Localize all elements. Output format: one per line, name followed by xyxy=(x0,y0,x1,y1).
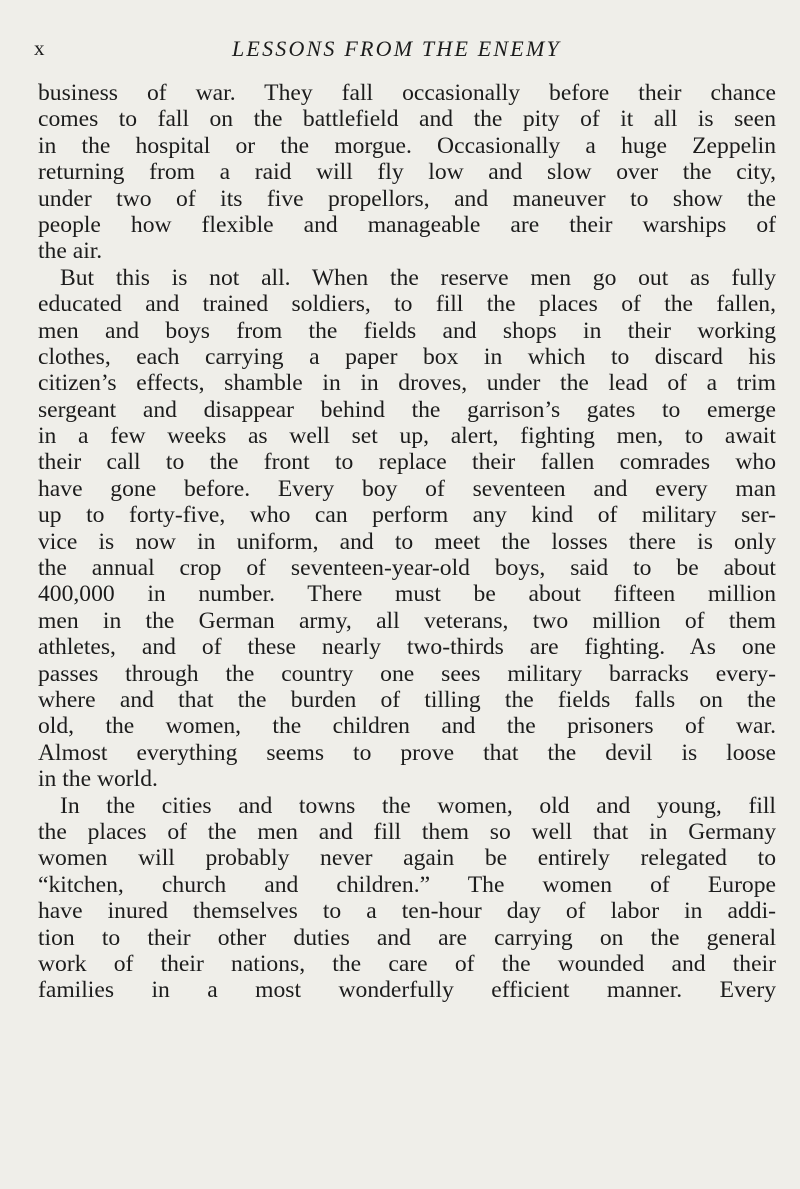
text-line: passes through the country one sees military barracks every- xyxy=(38,660,776,687)
text-line: have gone before. Every boy of seventeen and every man xyxy=(38,475,776,502)
text-line: sergeant and disappear behind the garrison’s gates to emerge xyxy=(38,396,776,423)
text-line: men in the German army, all veterans, two million of them xyxy=(38,607,776,634)
text-line: men and boys from the fields and shops in their working xyxy=(38,317,776,344)
paragraph-2 xyxy=(38,265,776,793)
text-line: families in a most wonderfully efficient manner. Every xyxy=(38,977,776,1004)
text-line: 400,000 in number. There must be about fifteen million xyxy=(38,581,776,608)
body-text xyxy=(38,80,776,1004)
text-line: citizen’s effects, shamble in in droves, under the lead of a trim xyxy=(38,370,776,397)
text-line: under two of its five propellors, and maneuver to show the xyxy=(38,185,776,212)
text-line: where and that the burden of tilling the fields falls on the xyxy=(38,686,776,713)
text-line: vice is now in uniform, and to meet the losses there is only xyxy=(38,528,776,555)
text-line: educated and trained soldiers, to fill the places of the fallen, xyxy=(38,291,776,318)
text-line: work of their nations, the care of the wounded and their xyxy=(38,950,776,977)
text-line: returning from a raid will fly low and slow over the city, xyxy=(38,159,776,186)
text-line: the annual crop of seventeen-year-old boys, said to be about xyxy=(38,555,776,582)
text-line: in the hospital or the morgue. Occasionally a huge Zeppelin xyxy=(38,132,776,159)
text-line: comes to fall on the battlefield and the pity of it all is seen xyxy=(38,106,776,133)
text-line: up to forty-five, who can perform any kind of military ser- xyxy=(38,502,776,529)
text-line: But this is not all. When the reserve men go out as fully xyxy=(60,264,776,291)
text-line: clothes, each carrying a paper box in which to discard his xyxy=(38,343,776,370)
text-line: have inured themselves to a ten-hour day of labor in addi- xyxy=(38,898,776,925)
text-line: women will probably never again be entirely relegated to xyxy=(38,845,776,872)
paragraph-1 xyxy=(38,80,776,265)
text-line: their call to the front to replace their fallen comrades who xyxy=(38,449,776,476)
text-line: old, the women, the children and the prisoners of war. xyxy=(38,713,776,740)
text-line: athletes, and of these nearly two-thirds are fighting. As one xyxy=(38,634,776,661)
running-title: LESSONS FROM THE ENEMY xyxy=(232,36,561,61)
text-line: people how flexible and manageable are their warships of xyxy=(38,211,776,238)
page-number: x xyxy=(34,36,46,60)
text-line: the air. xyxy=(38,238,103,265)
text-line: Almost everything seems to prove that the devil is loose xyxy=(38,739,776,766)
text-line: the places of the men and fill them so well that in Germany xyxy=(38,818,776,845)
text-line: In the cities and towns the women, old and young, fill xyxy=(60,792,776,819)
text-line: business of war. They fall occasionally before their chance xyxy=(38,80,776,106)
running-header xyxy=(34,36,760,70)
text-line: tion to their other duties and are carrying on the general xyxy=(38,924,776,951)
paragraph-3 xyxy=(38,793,776,1004)
text-line: in a few weeks as well set up, alert, fighting men, to await xyxy=(38,423,776,450)
text-line: in the world. xyxy=(38,766,158,793)
text-line: “kitchen, church and children.” The women of Europe xyxy=(38,871,776,898)
